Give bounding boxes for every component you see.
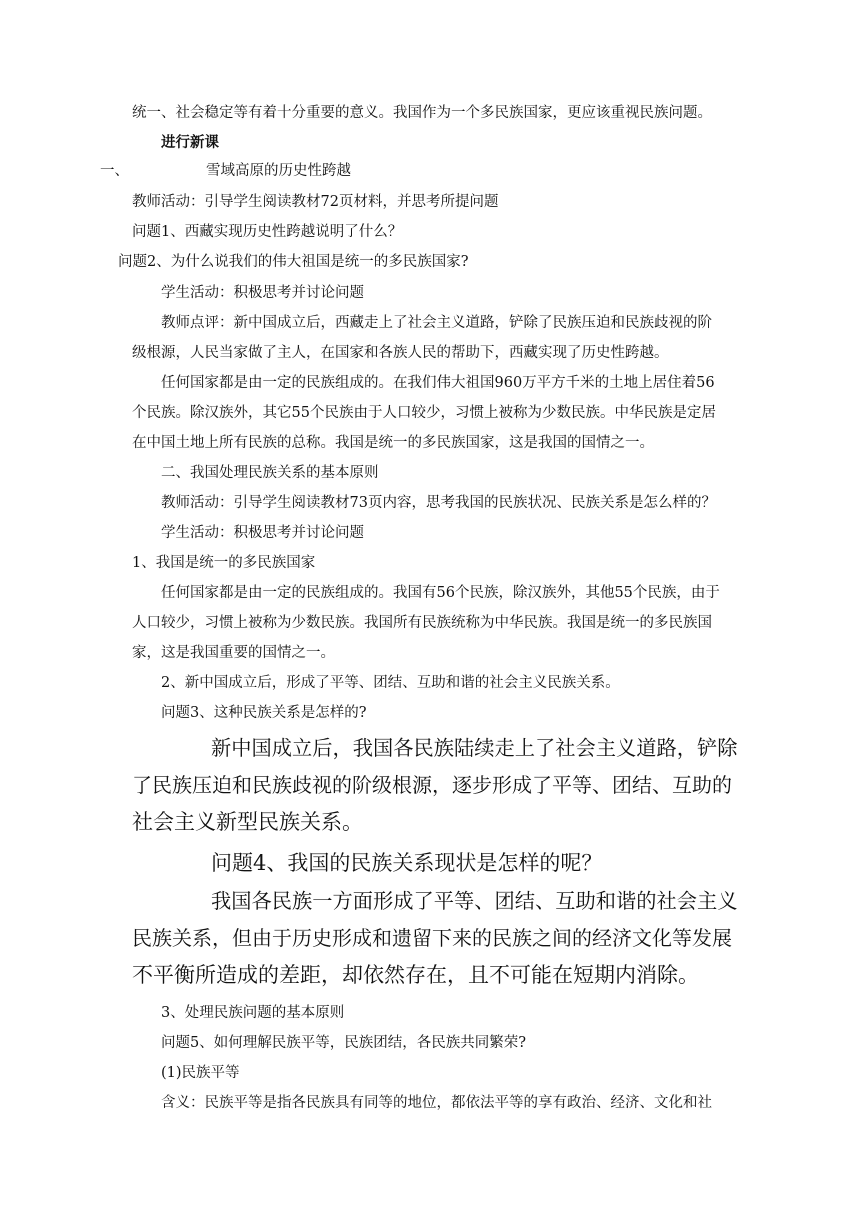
text-line: 教师活动：引导学生阅读教材72页材料，并思考所提问题: [132, 194, 499, 210]
section-heading: 进行新课: [161, 134, 219, 151]
question-line: 问题5、如何理解民族平等，民族团结，各民族共同繁荣?: [161, 1035, 526, 1051]
text-line: 人口较少，习惯上被称为少数民族。我国所有民族统称为中华民族。我国是统一的多民族国: [132, 615, 712, 631]
text-line: 学生活动：积极思考并讨论问题: [161, 285, 364, 301]
list-marker: 一、: [100, 163, 129, 179]
large-text-line: 不平衡所造成的差距，却依然存在，且不可能在短期内消除。: [132, 963, 699, 987]
question-line: 问题1、西藏实现历史性跨越说明了什么？: [132, 224, 403, 240]
large-text-line: 民族关系，但由于历史形成和遗留下来的民族之间的经济文化等发展: [132, 926, 732, 950]
text-line: 任何国家都是由一定的民族组成的。在我们伟大祖国960万平方千米的土地上居住着56: [161, 375, 715, 391]
text-line: 教师活动：引导学生阅读教材73页内容，思考我国的民族状况、民族关系是怎么样的？: [161, 495, 716, 511]
large-text-line: 我国各民族一方面形成了平等、团结、互助和谐的社会主义: [211, 889, 738, 913]
text-line: 任何国家都是由一定的民族组成的。我国有56个民族，除汉族外，其他55个民族，由于: [161, 585, 720, 601]
large-text-line: 社会主义新型民族关系。: [132, 810, 363, 834]
question-line: 问题3、这种民族关系是怎样的?: [161, 705, 367, 721]
subsection-heading: 3、处理民族问题的基本原则: [161, 1005, 345, 1021]
large-question-line: 问题4、我国的民族关系现状是怎样的呢？: [211, 851, 603, 875]
text-line: 学生活动：积极思考并讨论问题: [161, 525, 364, 541]
question-line: 问题2、为什么说我们的伟大祖国是统一的多民族国家?: [118, 254, 469, 270]
text-line: 级根源，人民当家做了主人，在国家和各族人民的帮助下，西藏实现了历史性跨越。: [132, 345, 669, 361]
heading-title: 雪域高原的历史性跨越: [206, 163, 351, 179]
text-line: 在中国土地上所有民族的总称。我国是统一的多民族国家，这是我国的国情之一。: [132, 435, 654, 451]
large-text-line: 新中国成立后，我国各民族陆续走上了社会主义道路，铲除: [211, 736, 738, 760]
text-line: 统一、社会稳定等有着十分重要的意义。我国作为一个多民族国家，更应该重视民族问题。: [132, 105, 712, 121]
text-line: 含义：民族平等是指各民族具有同等的地位，都依法平等的享有政治、经济、文化和社: [161, 1095, 712, 1111]
text-line: 教师点评：新中国成立后，西藏走上了社会主义道路，铲除了民族压迫和民族歧视的阶: [161, 315, 712, 331]
text-line: 家，这是我国重要的国情之一。: [132, 645, 335, 661]
section-heading: 二、我国处理民族关系的基本原则: [161, 465, 379, 481]
subsection-heading: 1、我国是统一的多民族国家: [132, 555, 316, 571]
large-text-line: 了民族压迫和民族歧视的阶级根源，逐步形成了平等、团结、互助的: [132, 773, 732, 797]
subsection-heading: (1)民族平等: [161, 1065, 240, 1081]
text-line: 个民族。除汉族外，其它55个民族由于人口较少，习惯上被称为少数民族。中华民族是定居: [132, 405, 716, 421]
subsection-heading: 2、新中国成立后，形成了平等、团结、互助和谐的社会主义民族关系。: [161, 675, 620, 691]
